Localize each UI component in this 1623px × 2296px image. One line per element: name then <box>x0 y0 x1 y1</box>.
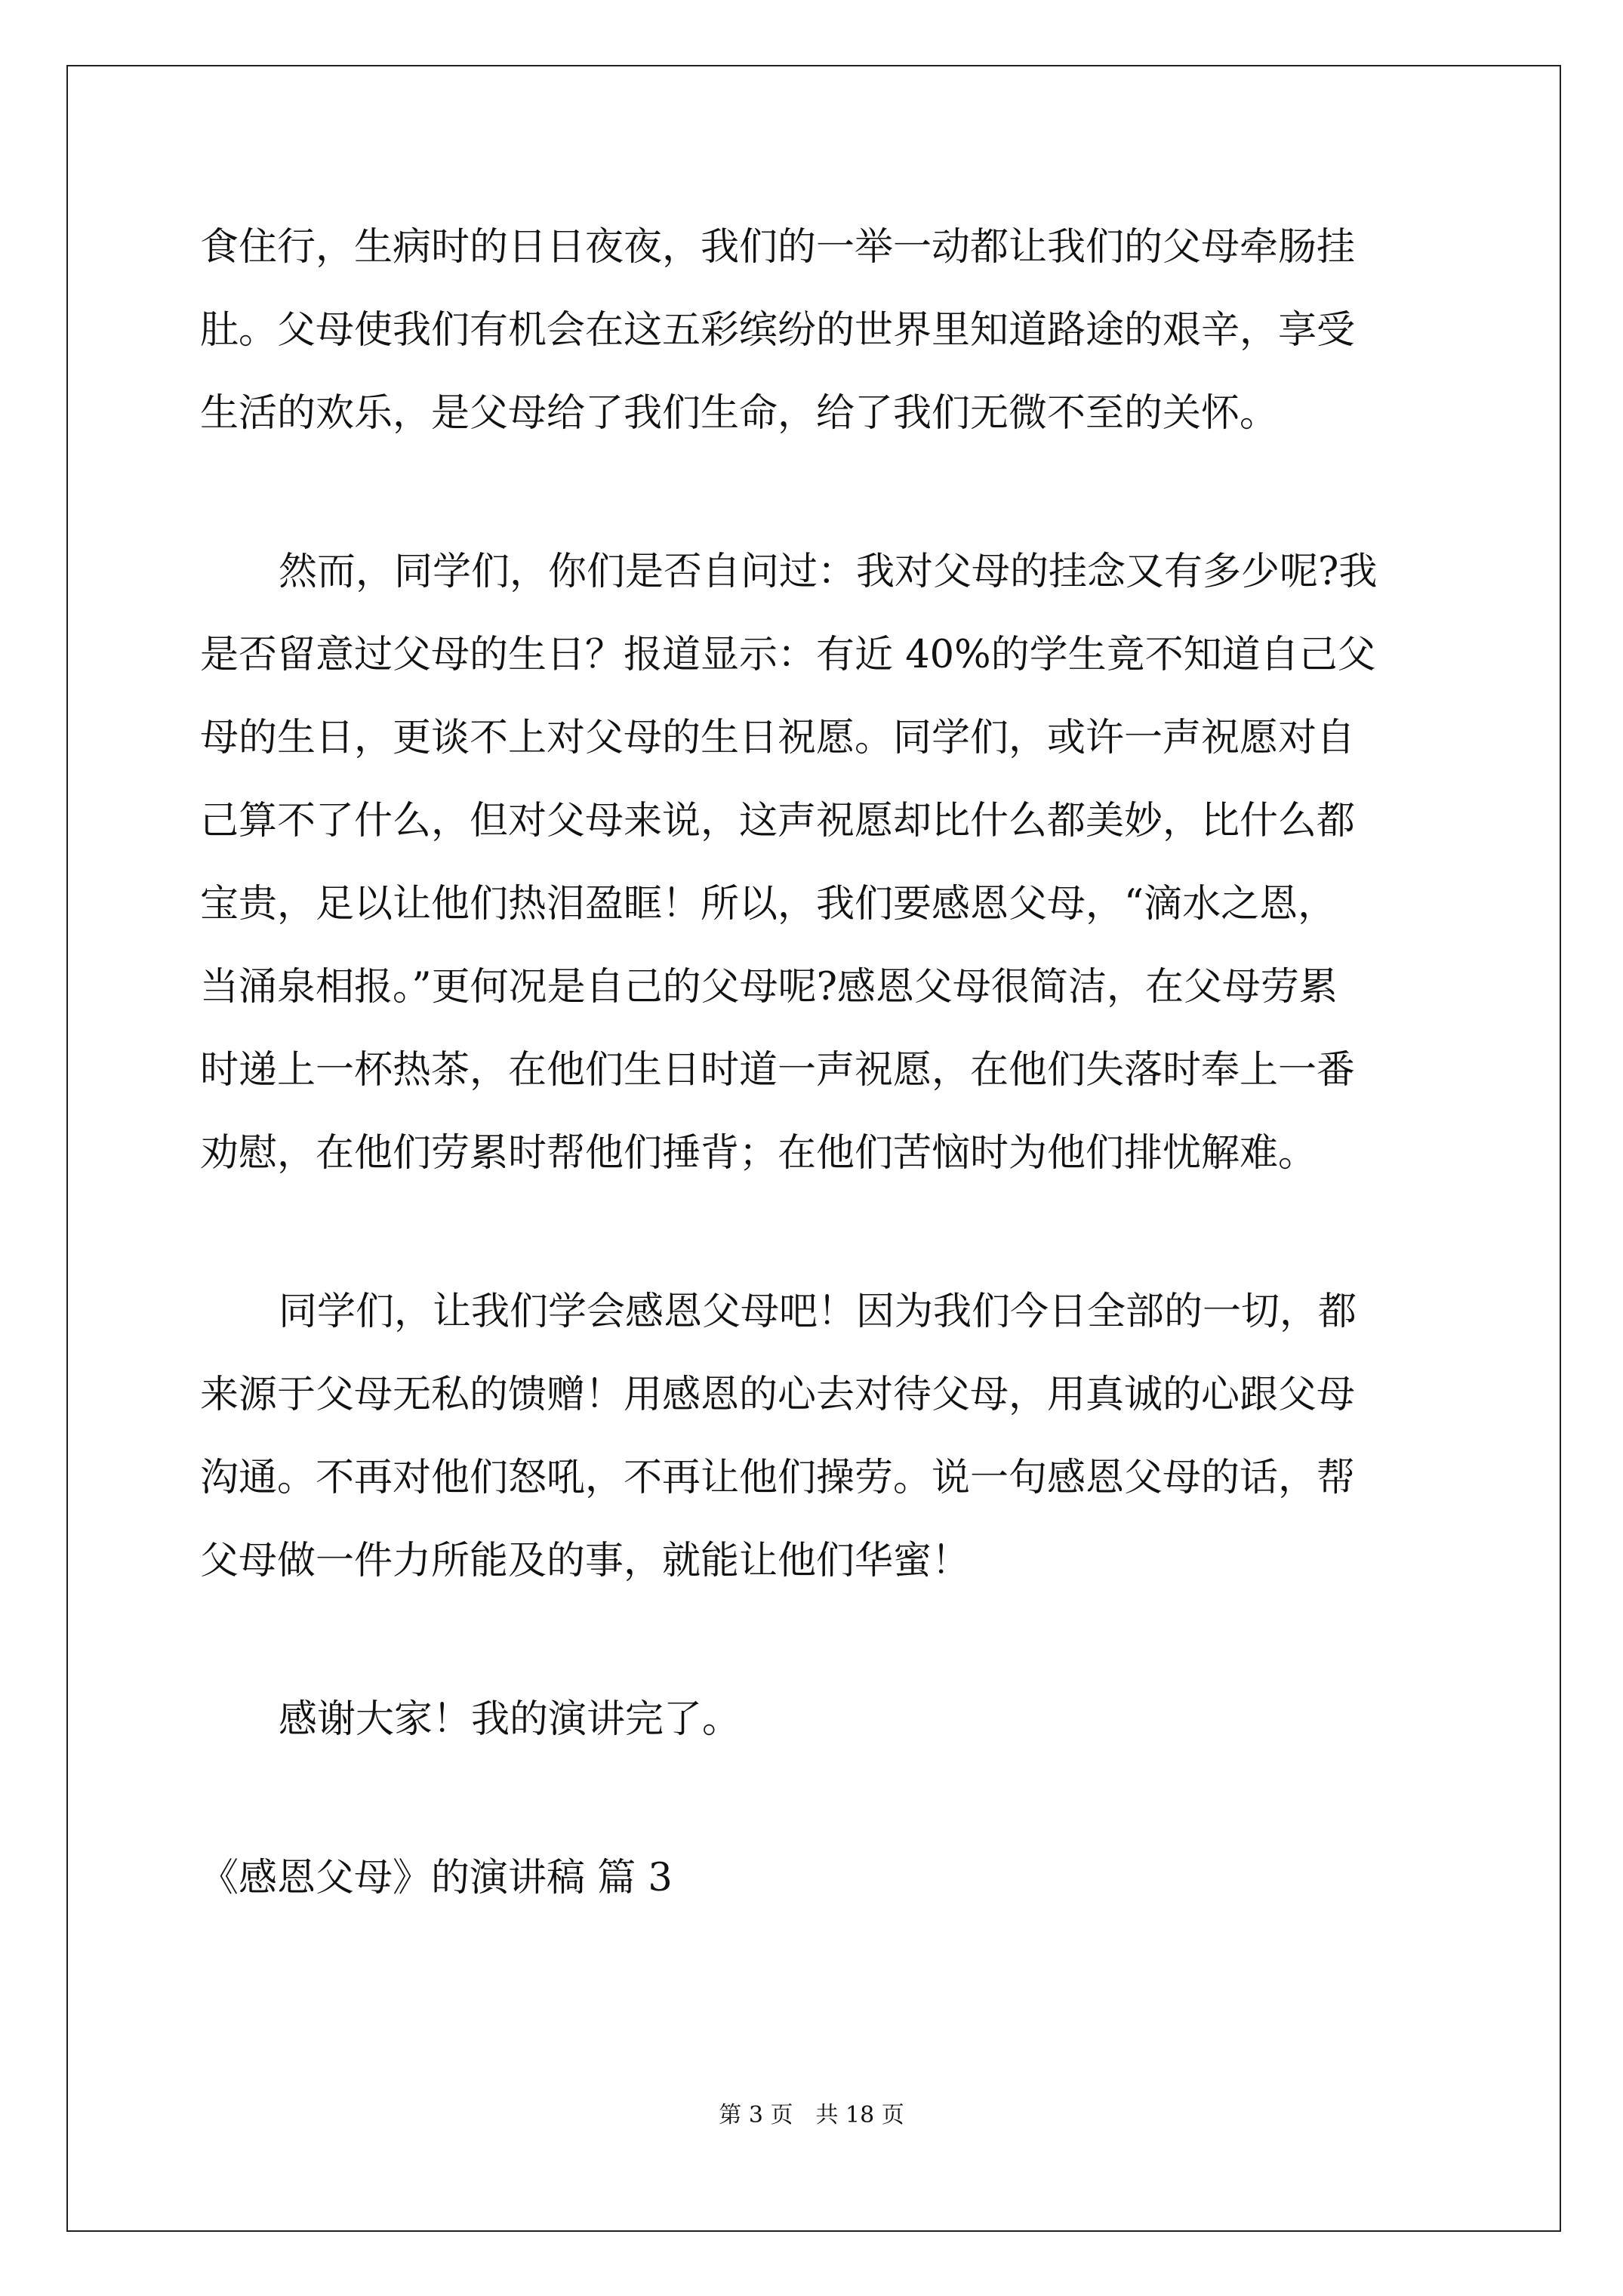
text-line: 父母做一件力所能及的事，就能让他们华蜜！ <box>200 1539 971 1583</box>
text-line: 当涌泉相报。”更何况是自己的父母呢?感恩父母很简洁，在父母劳累 <box>200 965 1338 1009</box>
text-line: 沟通。不再对他们怒吼，不再让他们操劳。说一句感恩父母的话，帮 <box>200 1456 1356 1500</box>
paragraph-start-line: 然而，同学们，你们是否自问过：我对父母的挂念又有多少呢?我 <box>279 550 1378 594</box>
paragraph-start-line: 感谢大家！我的演讲完了。 <box>279 1697 741 1742</box>
text-line: 生活的欢乐，是父母给了我们生命，给了我们无微不至的关怀。 <box>200 391 1279 436</box>
text-line: 劝慰，在他们劳累时帮他们捶背；在他们苦恼时为他们排忧解难。 <box>200 1131 1317 1176</box>
text-line: 食住行，生病时的日日夜夜，我们的一举一动都让我们的父母牵肠挂 <box>200 225 1356 270</box>
section-heading: 《感恩父母》的演讲稿 篇 3 <box>200 1856 673 1900</box>
text-line: 时递上一杯热茶，在他们生日时道一声祝愿，在他们失落时奉上一番 <box>200 1048 1356 1093</box>
text-line: 来源于父母无私的馈赠！用感恩的心去对待父母，用真诚的心跟父母 <box>200 1373 1356 1417</box>
page-footer: 第 3 页 共 18 页 <box>719 2102 904 2128</box>
text-line: 肚。父母使我们有机会在这五彩缤纷的世界里知道路途的艰辛，享受 <box>200 308 1356 353</box>
text-line: 宝贵，足以让他们热泪盈眶！所以，我们要感恩父母，“滴水之恩， <box>200 882 1337 926</box>
paragraph-start-line: 同学们，让我们学会感恩父母吧！因为我们今日全部的一切，都 <box>279 1290 1357 1334</box>
text-line: 己算不了什么，但对父母来说，这声祝愿却比什么都美妙，比什么都 <box>200 799 1356 843</box>
text-line: 母的生日，更谈不上对父母的生日祝愿。同学们，或许一声祝愿对自 <box>200 716 1356 760</box>
text-line: 是否留意过父母的生日？报道显示：有近 40%的学生竟不知道自己父 <box>200 633 1376 677</box>
